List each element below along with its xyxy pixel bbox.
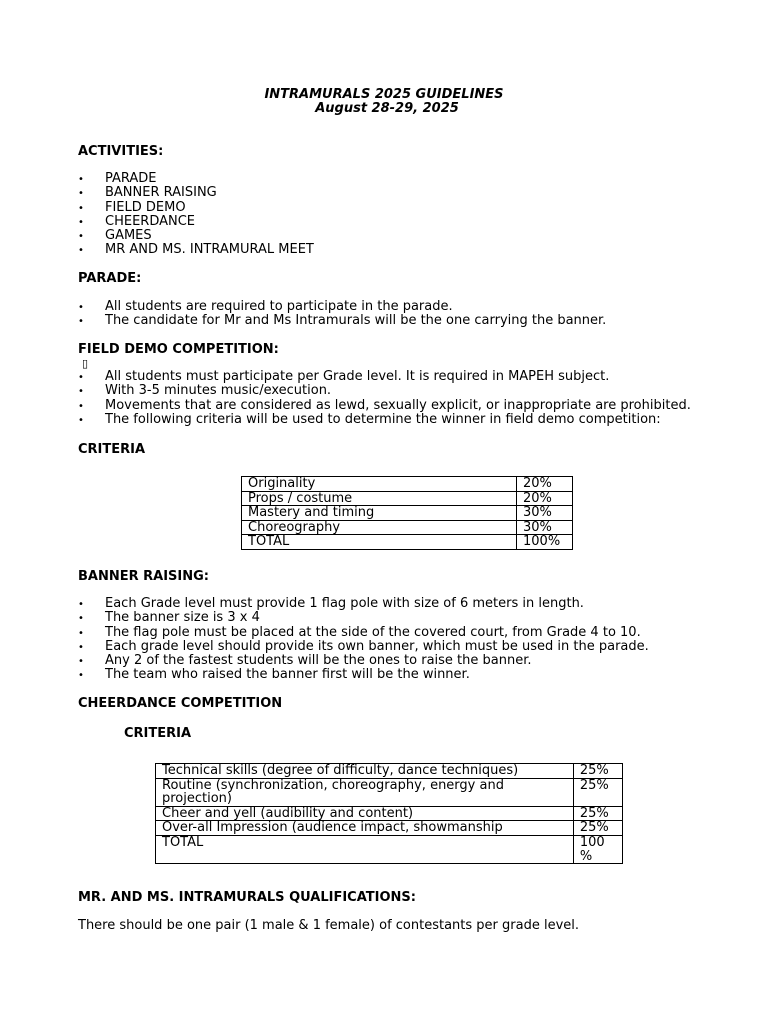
cheerdance-heading: CHEERDANCE COMPETITION (78, 696, 283, 711)
parade-list (78, 300, 606, 329)
list-item: • The following criteria will be used to determine the winner in field demo competition: (78, 413, 691, 427)
list-item: • Each grade level should provide its own banner, which must be used in the parade. (78, 640, 649, 654)
criterion-percent: 100 % (573, 835, 622, 863)
table-row (156, 835, 623, 863)
table-row (156, 821, 623, 836)
mr-ms-heading: MR. AND MS. INTRAMURALS QUALIFICATIONS: (78, 890, 416, 905)
list-item: • Any 2 of the fastest students will be the ones to raise the banner. (78, 654, 649, 668)
cheerdance-criteria-heading: CRITERIA (124, 726, 192, 741)
field-demo-criteria-table (241, 476, 573, 550)
table-row (156, 764, 623, 779)
criterion-percent: 25% (573, 778, 622, 806)
criterion-name: Props / costume (242, 491, 517, 506)
missing-glyph-icon: ▯ (82, 357, 89, 370)
table-row (242, 506, 573, 521)
table-row (242, 491, 573, 506)
criterion-percent: 30% (517, 506, 573, 521)
criterion-name: Cheer and yell (audibility and content) (156, 806, 574, 821)
document-date: August 28-29, 2025 (315, 101, 459, 116)
criterion-percent: 20% (517, 491, 573, 506)
criterion-name: TOTAL (156, 835, 574, 863)
list-item: • MR AND MS. INTRAMURAL MEET (78, 243, 314, 257)
list-item: • The team who raised the banner first will be the winner. (78, 668, 649, 682)
list-item: • The candidate for Mr and Ms Intramurals will be the one carrying the banner. (78, 314, 606, 328)
table-row (242, 477, 573, 492)
table-row (156, 778, 623, 806)
list-item: • The flag pole must be placed at the side of the covered court, from Grade 4 to 10. (78, 626, 649, 640)
list-item: • All students are required to participate in the parade. (78, 300, 606, 314)
criterion-name: Originality (242, 477, 517, 492)
criterion-name: Routine (synchronization, choreography, energy and projection) (156, 778, 574, 806)
list-item: • The banner size is 3 x 4 (78, 611, 649, 625)
list-item: • All students must participate per Grade level. It is required in MAPEH subject. (78, 370, 691, 384)
field-demo-heading: FIELD DEMO COMPETITION: (78, 342, 279, 357)
table-row (242, 535, 573, 550)
mr-ms-text: There should be one pair (1 male & 1 female) of contestants per grade level. (78, 918, 580, 933)
list-item: • PARADE (78, 172, 314, 186)
criterion-name: Mastery and timing (242, 506, 517, 521)
document-title: INTRAMURALS 2025 GUIDELINES (264, 87, 504, 102)
parade-heading: PARADE: (78, 271, 142, 286)
criterion-percent: 25% (573, 764, 622, 779)
list-item: • CHEERDANCE (78, 215, 314, 229)
list-item: • Movements that are considered as lewd, sexually explicit, or inappropriate are prohibited. (78, 399, 691, 413)
list-item: • GAMES (78, 229, 314, 243)
criterion-percent: 100% (517, 535, 573, 550)
criterion-name: Over-all Impression (audience impact, showmanship (156, 821, 574, 836)
cheerdance-criteria-table (155, 763, 623, 864)
banner-heading: BANNER RAISING: (78, 569, 210, 584)
list-item: • With 3-5 minutes music/execution. (78, 384, 691, 398)
criterion-name: Technical skills (degree of difficulty, dance techniques) (156, 764, 574, 779)
table-row (242, 520, 573, 535)
activities-list (78, 172, 314, 258)
criterion-percent: 25% (573, 821, 622, 836)
criterion-percent: 25% (573, 806, 622, 821)
criterion-name: TOTAL (242, 535, 517, 550)
criterion-name: Choreography (242, 520, 517, 535)
field-demo-criteria-heading: CRITERIA (78, 442, 146, 457)
list-item: • FIELD DEMO (78, 201, 314, 215)
table-row (156, 806, 623, 821)
activities-heading: ACTIVITIES: (78, 144, 164, 159)
list-item: • BANNER RAISING (78, 186, 314, 200)
field-demo-list (78, 370, 691, 427)
banner-list (78, 597, 649, 683)
list-item: • Each Grade level must provide 1 flag pole with size of 6 meters in length. (78, 597, 649, 611)
criterion-percent: 20% (517, 477, 573, 492)
criterion-percent: 30% (517, 520, 573, 535)
